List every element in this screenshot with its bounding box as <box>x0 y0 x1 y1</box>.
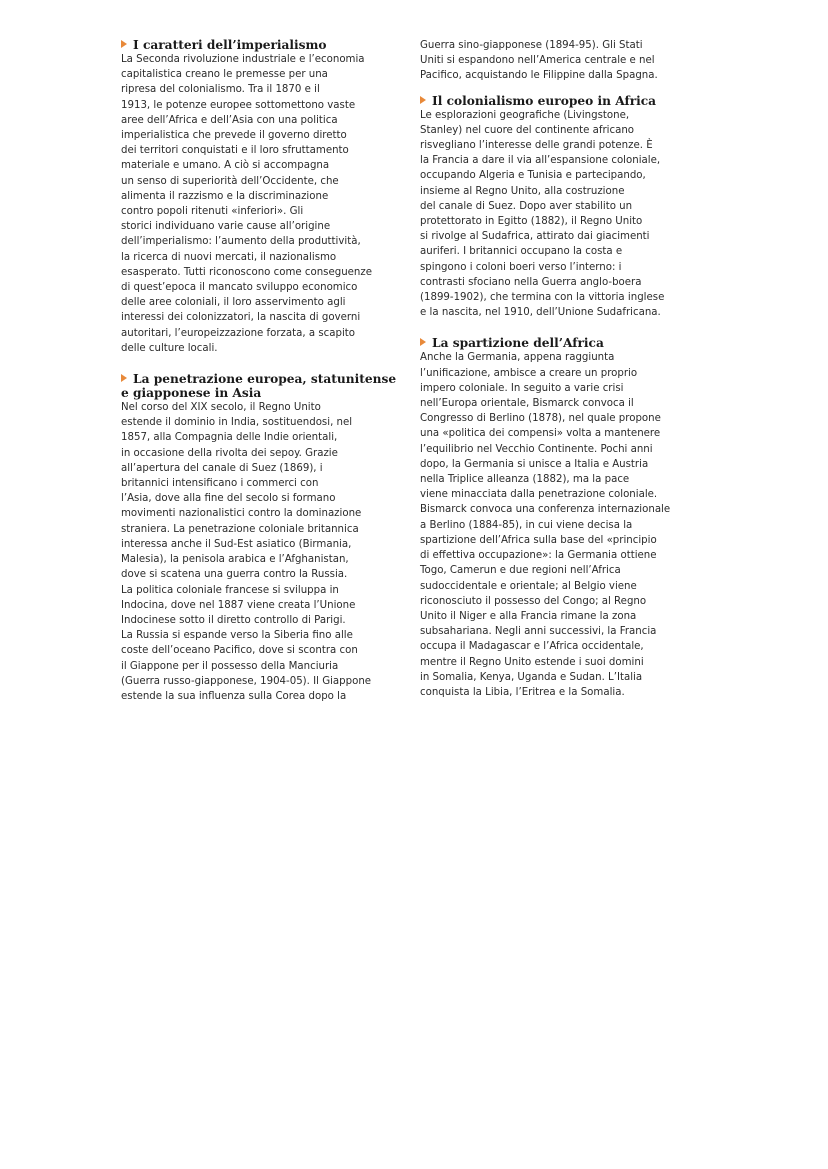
section-penetrazione-asia <box>121 372 406 704</box>
text-line: delle aree coloniali, il loro asservimento agli <box>121 297 346 309</box>
text-line: esasperato. Tutti riconoscono come conseguenze <box>121 266 373 278</box>
text-line: estende la sua influenza sulla Corea dopo la <box>121 690 347 702</box>
text-line: la Francia a dare il via all’espansione coloniale, <box>420 155 661 167</box>
text-line: all’apertura del canale di Suez (1869), i <box>121 462 323 474</box>
text-line: Bismarck convoca una conferenza internazionale <box>420 504 671 516</box>
text-line: interessa anche il Sud-Est asiatico (Birmania, <box>121 538 352 550</box>
text-line: insieme al Regno Unito, alla costruzione <box>420 185 625 197</box>
triangle-bullet-icon <box>121 374 127 382</box>
text-line: e la nascita, nel 1910, dell’Unione Sudafricana. <box>420 307 661 319</box>
heading-text: La penetrazione europea, statunitense <box>133 372 397 387</box>
text-line: delle culture locali. <box>121 342 218 354</box>
section-spartizione-africa <box>420 336 705 700</box>
text-line: autoritari, l’europeizzazione forzata, a scapito <box>121 327 356 339</box>
heading-text: I caratteri dell’imperialismo <box>133 38 327 52</box>
text-line: nella Triplice alleanza (1882), ma la pace <box>420 474 630 486</box>
text-line: estende il dominio in India, sostituendosi, nel <box>121 417 353 429</box>
text-line: capitalistica creano le premesse per una <box>121 69 328 81</box>
text-line: imperialistica che prevede il governo diretto <box>121 130 347 142</box>
text-line: materiale e umano. A ciò si accompagna <box>121 160 330 172</box>
triangle-bullet-icon <box>121 40 127 48</box>
text-line: risvegliano l’interesse delle grandi potenze. È <box>420 140 653 152</box>
text-line: britannici intensificano i commerci con <box>121 478 319 490</box>
text-line: 1857, alla Compagnia delle Indie orientali, <box>121 432 338 444</box>
text-line: un senso di superiorità dell’Occidente, che <box>121 175 339 187</box>
text-line: dopo, la Germania si unisce a Italia e Austria <box>420 458 649 470</box>
text-line: Nel corso del XIX secolo, il Regno Unito <box>121 402 321 414</box>
text-line: contrasti sfociano nella Guerra anglo-boera <box>420 276 642 288</box>
text-line: coste dell’oceano Pacifico, dove si scontra con <box>121 645 358 657</box>
text-line: Pacifico, acquistando le Filippine dalla Spagna. <box>420 70 658 82</box>
right-column <box>420 38 705 708</box>
text-line: alimenta il razzismo e la discriminazione <box>121 190 329 202</box>
text-line: Anche la Germania, appena raggiunta <box>420 352 615 364</box>
heading-text: e giapponese in Asia <box>121 386 262 401</box>
text-line: interessi dei colonizzatori, la nascita di governi <box>121 312 361 324</box>
text-line: spartizione dell’Africa sulla base del «principio <box>420 534 657 546</box>
text-line: movimenti nazionalistici contro la dominazione <box>121 508 362 520</box>
text-line: dei territori conquistati e il loro sfruttamento <box>121 145 349 157</box>
text-line: Congresso di Berlino (1878), nel quale propone <box>420 413 661 425</box>
section-colonialismo-africa <box>420 94 705 321</box>
text-line: di quest’epoca il mancato sviluppo economico <box>121 282 358 294</box>
text-line: Malesia), la penisola arabica e l’Afghanistan, <box>121 554 349 566</box>
triangle-bullet-icon <box>420 96 426 104</box>
text-line: a Berlino (1884-85), in cui viene decisa la <box>420 519 633 531</box>
text-line: Unito il Niger e alla Francia rimane la zona <box>420 610 637 622</box>
heading-text: Il colonialismo europeo in Africa <box>432 93 657 108</box>
continuation-paragraph <box>420 38 705 84</box>
left-column <box>121 38 406 712</box>
section-heading <box>420 336 705 350</box>
text-line: riconosciuto il possesso del Congo; al Regno <box>420 595 647 607</box>
text-line: in occasione della rivolta dei sepoy. Grazie <box>121 447 338 459</box>
text-line: l’equilibrio nel Vecchio Continente. Pochi anni <box>420 443 653 455</box>
text-line: di effettiva occupazione»: la Germania ottiene <box>420 550 657 562</box>
text-line: il Giappone per il possesso della Manciuria <box>121 660 339 672</box>
text-line: storici individuano varie cause all’origine <box>121 221 331 233</box>
text-line: la ricerca di nuovi mercati, il nazionalismo <box>121 251 337 263</box>
text-line: (Guerra russo-giapponese, 1904-05). Il Giappone <box>121 675 372 687</box>
text-line: del canale di Suez. Dopo aver stabilito un <box>420 200 633 212</box>
section-heading <box>121 372 406 400</box>
text-line: La Russia si espande verso la Siberia fino alle <box>121 630 353 642</box>
text-line: l’Asia, dove alla fine del secolo si formano <box>121 493 336 505</box>
section-paragraph <box>121 52 406 356</box>
section-paragraph <box>121 400 406 704</box>
heading-text: La spartizione dell’Africa <box>432 336 604 351</box>
text-line: subsahariana. Negli anni successivi, la Francia <box>420 626 657 638</box>
section-paragraph <box>420 350 705 700</box>
section-heading <box>121 38 406 52</box>
text-line: l’unificazione, ambisce a creare un proprio <box>420 367 638 379</box>
text-line: contro popoli ritenuti «inferiori». Gli <box>121 206 304 218</box>
text-line: si rivolge al Sudafrica, attirato dai giacimenti <box>420 231 650 243</box>
text-line: una «politica dei compensi» volta a mantenere <box>420 428 661 440</box>
text-line: viene minacciata dalla penetrazione coloniale. <box>420 489 658 501</box>
text-line: dell’imperialismo: l’aumento della produttività, <box>121 236 361 248</box>
text-line: in Somalia, Kenya, Uganda e Sudan. L’Italia <box>420 671 643 683</box>
text-line: Togo, Camerun e due regioni nell’Africa <box>420 565 621 577</box>
section-caratteri-imperialismo <box>121 38 406 356</box>
section-paragraph <box>420 108 705 321</box>
text-line: sudoccidentale e orientale; al Belgio viene <box>420 580 637 592</box>
text-line: straniera. La penetrazione coloniale britannica <box>121 523 359 535</box>
text-line: nell’Europa orientale, Bismarck convoca il <box>420 398 634 410</box>
text-line: La politica coloniale francese si sviluppa in <box>121 584 339 596</box>
text-line: impero coloniale. In seguito a varie crisi <box>420 382 624 394</box>
triangle-bullet-icon <box>420 338 426 346</box>
text-line: Indocina, dove nel 1887 viene creata l’Unione <box>121 599 356 611</box>
text-line: occupa il Madagascar e l’Africa occidentale, <box>420 641 644 653</box>
text-line: Guerra sino-giapponese (1894-95). Gli Stati <box>420 40 643 51</box>
text-line: aree dell’Africa e dell’Asia con una politica <box>121 114 338 126</box>
text-line: occupando Algeria e Tunisia e partecipando, <box>420 170 646 182</box>
text-line: dove si scatena una guerra contro la Russia. <box>121 569 348 581</box>
text-line: Le esplorazioni geografiche (Livingstone, <box>420 109 630 121</box>
text-line: Stanley) nel cuore del continente africano <box>420 124 635 136</box>
text-line: 1913, le potenze europee sottomettono vaste <box>121 99 356 111</box>
text-line: Uniti si espandono nell’America centrale e nel <box>420 55 655 67</box>
text-line: auriferi. I britannici occupano la costa e <box>420 246 623 258</box>
text-line: ripresa del colonialismo. Tra il 1870 e il <box>121 84 320 96</box>
text-line: protettorato in Egitto (1882), il Regno Unito <box>420 216 643 228</box>
text-line: conquista la Libia, l’Eritrea e la Somalia. <box>420 686 625 698</box>
text-line: mentre il Regno Unito estende i suoi domini <box>420 656 644 668</box>
text-line: spingono i coloni boeri verso l’interno: i <box>420 261 622 273</box>
text-line: (1899-1902), che termina con la vittoria inglese <box>420 292 665 304</box>
text-line: Indocinese sotto il diretto controllo di Parigi. <box>121 614 346 626</box>
text-line: La Seconda rivoluzione industriale e l’economia <box>121 54 365 65</box>
section-heading <box>420 94 705 108</box>
